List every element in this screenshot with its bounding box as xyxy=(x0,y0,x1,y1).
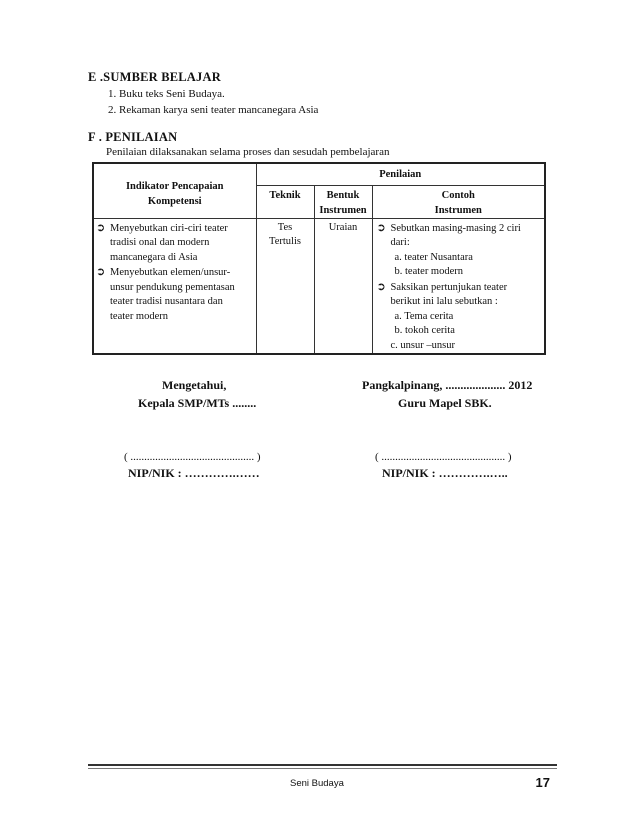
list-item: 2. Rekaman karya seni teater mancanegara Asia xyxy=(108,104,319,116)
indikator-line: mancanegara di Asia xyxy=(110,251,198,263)
header-bentuk-line1: Bentuk xyxy=(326,189,360,201)
sig-left-role: Kepala SMP/MTs ........ xyxy=(138,396,257,410)
penilaian-table xyxy=(92,162,546,355)
cell-contoh xyxy=(372,218,545,354)
teknik-line: Tes xyxy=(277,221,293,233)
page-number: 17 xyxy=(535,775,550,790)
contoh-line: c. unsur –unsur xyxy=(390,339,455,351)
section-f-title: F . PENILAIAN xyxy=(88,130,178,144)
contoh-line: b. tokoh cerita xyxy=(394,325,455,336)
arrow-bullet-icon: ➲ xyxy=(96,265,106,278)
arrow-bullet-icon: ➲ xyxy=(376,220,386,234)
footer-divider xyxy=(88,768,557,769)
cell-teknik xyxy=(256,218,314,354)
sig-right-nip: NIP/NIK : ………….….. xyxy=(382,466,508,480)
contoh-line: Saksikan pertunjukan teater xyxy=(390,281,508,293)
sig-left-nip: NIP/NIK : ………….…… xyxy=(128,466,260,480)
cell-bentuk xyxy=(314,218,372,354)
header-indikator-line1: Indikator Pencapaian xyxy=(125,180,224,192)
teknik-line: Tertulis xyxy=(269,236,301,247)
header-penilaian: Penilaian xyxy=(256,163,545,185)
arrow-bullet-icon: ➲ xyxy=(376,279,386,293)
footer-title: Seni Budaya xyxy=(290,778,344,789)
section-e-title: E .SUMBER BELAJAR xyxy=(88,70,221,84)
header-indikator xyxy=(93,163,256,218)
indikator-line: Menyebutkan elemen/unsur- xyxy=(110,267,231,278)
bentuk-value: Uraian xyxy=(328,221,358,233)
header-contoh-line1: Contoh xyxy=(441,189,475,201)
header-bentuk-line2: Instrumen xyxy=(319,204,367,216)
arrow-bullet-icon: ➲ xyxy=(96,220,106,234)
contoh-line: dari: xyxy=(390,237,410,248)
sig-left-title: Mengetahui, xyxy=(162,378,227,392)
header-indikator-line2: Kompetensi xyxy=(147,195,202,207)
indikator-line: Menyebutkan ciri-ciri teater xyxy=(110,222,228,234)
list-item: 1. Buku teks Seni Budaya. xyxy=(108,88,225,100)
contoh-line: a. Tema cerita xyxy=(394,310,454,322)
indikator-line: tradisi onal dan modern xyxy=(110,237,210,248)
contoh-line: a. teater Nusantara xyxy=(394,251,473,263)
sig-left-name: ( ............................................. ) xyxy=(124,451,261,463)
contoh-line: berikut ini lalu sebutkan : xyxy=(390,296,498,307)
sig-right-place-date: Pangkalpinang, .................... 2012 xyxy=(362,378,533,392)
indikator-line: teater tradisi nusantara dan xyxy=(110,296,223,307)
cell-indikator xyxy=(93,218,256,354)
header-contoh-line2: Instrumen xyxy=(434,204,482,216)
indikator-line: teater modern xyxy=(110,310,169,322)
section-f-intro: Penilaian dilaksanakan selama proses dan sesudah pembelajaran xyxy=(106,146,390,158)
contoh-line: Sebutkan masing-masing 2 ciri xyxy=(390,222,521,234)
sig-right-name: ( ............................................. ) xyxy=(375,451,512,463)
sig-right-role: Guru Mapel SBK. xyxy=(398,396,492,410)
footer-divider xyxy=(88,764,557,766)
indikator-line: unsur pendukung pementasan xyxy=(110,281,235,293)
header-bentuk xyxy=(314,185,372,218)
header-contoh xyxy=(372,185,545,218)
contoh-line: b. teater modern xyxy=(394,266,464,277)
header-teknik: Teknik xyxy=(256,185,314,218)
